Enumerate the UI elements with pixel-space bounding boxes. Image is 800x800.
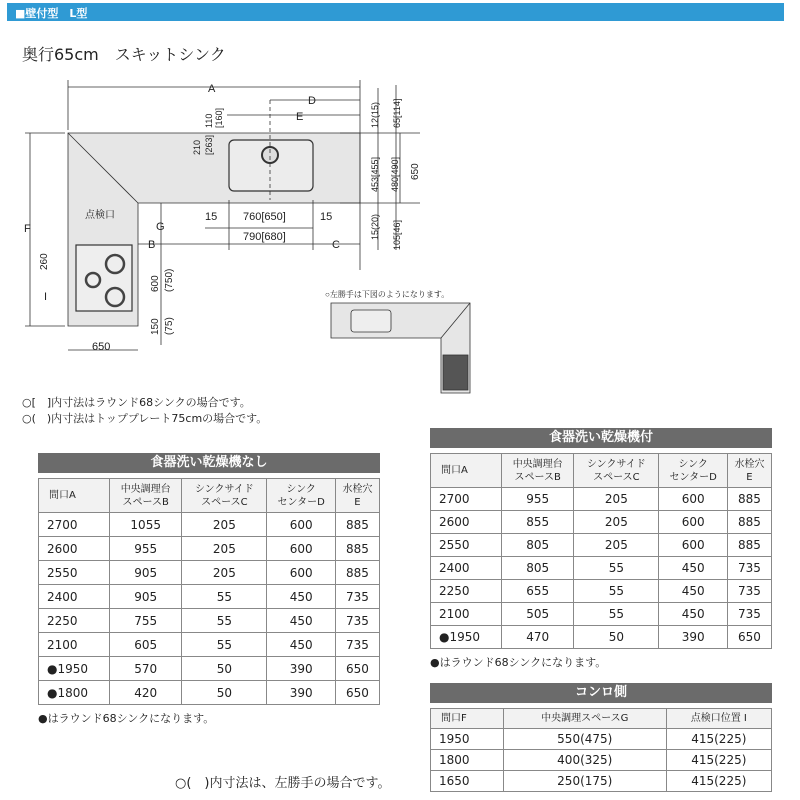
table-title: 食器洗い乾燥機なし (38, 453, 380, 473)
table-row (39, 585, 380, 609)
table-row (431, 557, 772, 580)
table-cell: ●1800 (39, 681, 110, 705)
table-cell: 205 (574, 534, 659, 557)
dim-d: D (308, 95, 316, 107)
table-cell: 50 (574, 626, 659, 649)
column-header: 中央調理台 スペースB (502, 454, 574, 488)
dim-c: C (332, 239, 340, 251)
column-header: 間口F (431, 709, 504, 729)
table-cell: ●1950 (431, 626, 502, 649)
column-header: 間口A (431, 454, 502, 488)
table-cell: 450 (267, 609, 336, 633)
table-cell: 1950 (431, 729, 504, 750)
header-row (431, 454, 772, 488)
table-cell: 2700 (39, 513, 110, 537)
table-cell: 415(225) (666, 750, 771, 771)
table-cell: 470 (502, 626, 574, 649)
table-cell: 1800 (431, 750, 504, 771)
table-cell: 2100 (39, 633, 110, 657)
header-row (431, 709, 772, 729)
inspection-port-label: 点検口 (85, 210, 115, 221)
table-no-dishwasher (38, 453, 380, 726)
dim-650h: 650 (92, 341, 111, 353)
dim-15b: 15 (320, 211, 333, 223)
table-cell: 905 (110, 561, 182, 585)
table-cell: 755 (110, 609, 182, 633)
column-header: シンク センターD (659, 454, 728, 488)
table-cell: 735 (727, 557, 771, 580)
table-cell: 600 (659, 511, 728, 534)
dim-150: 150 (150, 318, 161, 335)
table-cell: 205 (574, 488, 659, 511)
dim-12: 12(15) (370, 101, 380, 128)
table-konro (430, 683, 772, 792)
table-row (431, 534, 772, 557)
table-row (39, 609, 380, 633)
table-cell: 2600 (39, 537, 110, 561)
table-cell: 400(325) (503, 750, 666, 771)
table-cell: 390 (267, 681, 336, 705)
column-header: シンク センターD (267, 479, 336, 513)
table-cell: 650 (335, 681, 379, 705)
table-cell: 2400 (39, 585, 110, 609)
table-cell: 2700 (431, 488, 502, 511)
dim-650v: 650 (410, 163, 421, 180)
table-cell: 735 (335, 609, 379, 633)
dim-i: I (44, 291, 48, 303)
table-cell: 450 (659, 580, 728, 603)
table-cell: 415(225) (666, 771, 771, 792)
table-cell: 55 (182, 609, 267, 633)
table-cell: 855 (502, 511, 574, 534)
left-hand-note: ○左勝手は下図のようになります。 (325, 290, 450, 299)
dim-e: E (296, 111, 304, 123)
dim-453: 453[455] (370, 156, 380, 192)
table-cell: 420 (110, 681, 182, 705)
dim-210: 210 (192, 139, 202, 155)
column-header: 点検口位置 I (666, 709, 771, 729)
table-row (39, 633, 380, 657)
table-cell: 600 (267, 513, 336, 537)
table-cell: 735 (727, 580, 771, 603)
table-cell: 2250 (39, 609, 110, 633)
table-cell: 650 (727, 626, 771, 649)
table-cell: 655 (502, 580, 574, 603)
table-cell: 50 (182, 657, 267, 681)
table-cell: 390 (659, 626, 728, 649)
dim-105: 105[46] (392, 219, 402, 250)
table-cell: 1650 (431, 771, 504, 792)
table-cell: 600 (267, 561, 336, 585)
table-cell: 205 (182, 537, 267, 561)
table-cell: 805 (502, 557, 574, 580)
table-cell: 600 (659, 488, 728, 511)
table-cell: 55 (574, 603, 659, 626)
table-cell: 390 (267, 657, 336, 681)
table-row (39, 681, 380, 705)
column-header: シンクサイド スペースC (574, 454, 659, 488)
table-cell: 885 (727, 534, 771, 557)
table-cell: 550(475) (503, 729, 666, 750)
table-cell: 50 (182, 681, 267, 705)
table-cell: 55 (574, 580, 659, 603)
table-row (431, 603, 772, 626)
table-cell: 205 (574, 511, 659, 534)
table-cell: 415(225) (666, 729, 771, 750)
table-cell: 450 (267, 633, 336, 657)
table-cell: 885 (335, 513, 379, 537)
table-row (431, 488, 772, 511)
dim-15a: 15 (205, 211, 218, 223)
table-cell: 735 (335, 633, 379, 657)
header-row (39, 479, 380, 513)
page-title: 奥行65cm スキットシンク (22, 45, 226, 64)
dim-75: (75) (164, 317, 175, 335)
table-row (39, 657, 380, 681)
table-cell: 605 (110, 633, 182, 657)
left-hand-inset (331, 303, 470, 393)
table-note: ●はラウンド68シンクになります。 (38, 712, 215, 725)
table-cell: 2550 (431, 534, 502, 557)
note-round-sink: ○[ ]内寸法はラウンド68シンクの場合です。 (22, 396, 251, 409)
dim-a: A (208, 83, 216, 95)
table-cell: 885 (727, 511, 771, 534)
table-cell: 805 (502, 534, 574, 557)
table-cell: 905 (110, 585, 182, 609)
table-cell: 450 (659, 603, 728, 626)
table-cell: 600 (659, 534, 728, 557)
table-cell: 55 (574, 557, 659, 580)
section-header: ■壁付型 L型 (7, 3, 784, 21)
dim-600: 600 (150, 275, 161, 292)
table-row (431, 750, 772, 771)
table-cell: 55 (182, 633, 267, 657)
table-with-dishwasher (430, 428, 772, 670)
table-cell: 2400 (431, 557, 502, 580)
dim-g: G (156, 221, 165, 233)
table-cell: 450 (659, 557, 728, 580)
table-cell: 600 (267, 537, 336, 561)
table-cell: 2600 (431, 511, 502, 534)
table-cell: 885 (335, 561, 379, 585)
table-cell: 1055 (110, 513, 182, 537)
dim-160: [160] (214, 107, 224, 128)
table-cell: 2550 (39, 561, 110, 585)
column-header: 中央調理台 スペースB (110, 479, 182, 513)
dim-260: 260 (39, 253, 50, 270)
column-header: シンクサイド スペースC (182, 479, 267, 513)
table-title: コンロ側 (430, 683, 772, 703)
column-header: 水栓穴 E (727, 454, 771, 488)
table-cell: 885 (727, 488, 771, 511)
table-cell: 570 (110, 657, 182, 681)
table-cell: 955 (502, 488, 574, 511)
table-cell: 735 (335, 585, 379, 609)
dim-b: B (148, 239, 156, 251)
table-cell: 505 (502, 603, 574, 626)
table-cell: 2100 (431, 603, 502, 626)
dim-760: 760[650] (243, 211, 286, 223)
note-top-plate: ○( )内寸法はトッププレート75cmの場合です。 (22, 412, 268, 425)
table-cell: 2250 (431, 580, 502, 603)
bottom-note: ○( )内寸法は、左勝手の場合です。 (175, 776, 391, 791)
table-title: 食器洗い乾燥機付 (430, 428, 772, 448)
table-cell: 955 (110, 537, 182, 561)
table-cell: 735 (727, 603, 771, 626)
table-note: ●はラウンド68シンクになります。 (430, 656, 607, 669)
column-header: 中央調理スペースG (503, 709, 666, 729)
dim-15c: 15(20) (370, 213, 380, 240)
table-row (39, 513, 380, 537)
table-row (39, 537, 380, 561)
table-row (431, 580, 772, 603)
table-cell: 250(175) (503, 771, 666, 792)
table-row (431, 626, 772, 649)
table-cell: 450 (267, 585, 336, 609)
table-cell: 55 (182, 585, 267, 609)
table-row (431, 729, 772, 750)
table-row (431, 771, 772, 792)
dim-65: 65[114] (392, 98, 402, 128)
table-cell: ●1950 (39, 657, 110, 681)
dim-790: 790[680] (243, 231, 286, 243)
table-row (431, 511, 772, 534)
dim-750: (750) (164, 268, 175, 292)
table-cell: 205 (182, 561, 267, 585)
column-header: 間口A (39, 479, 110, 513)
table-row (39, 561, 380, 585)
column-header: 水栓穴 E (335, 479, 379, 513)
table-cell: 650 (335, 657, 379, 681)
table-cell: 885 (335, 537, 379, 561)
dim-480: 480[490] (390, 156, 400, 192)
dim-263: [263] (204, 134, 214, 155)
dim-110: 110 (204, 113, 214, 128)
table-cell: 205 (182, 513, 267, 537)
dim-f: F (24, 223, 31, 235)
